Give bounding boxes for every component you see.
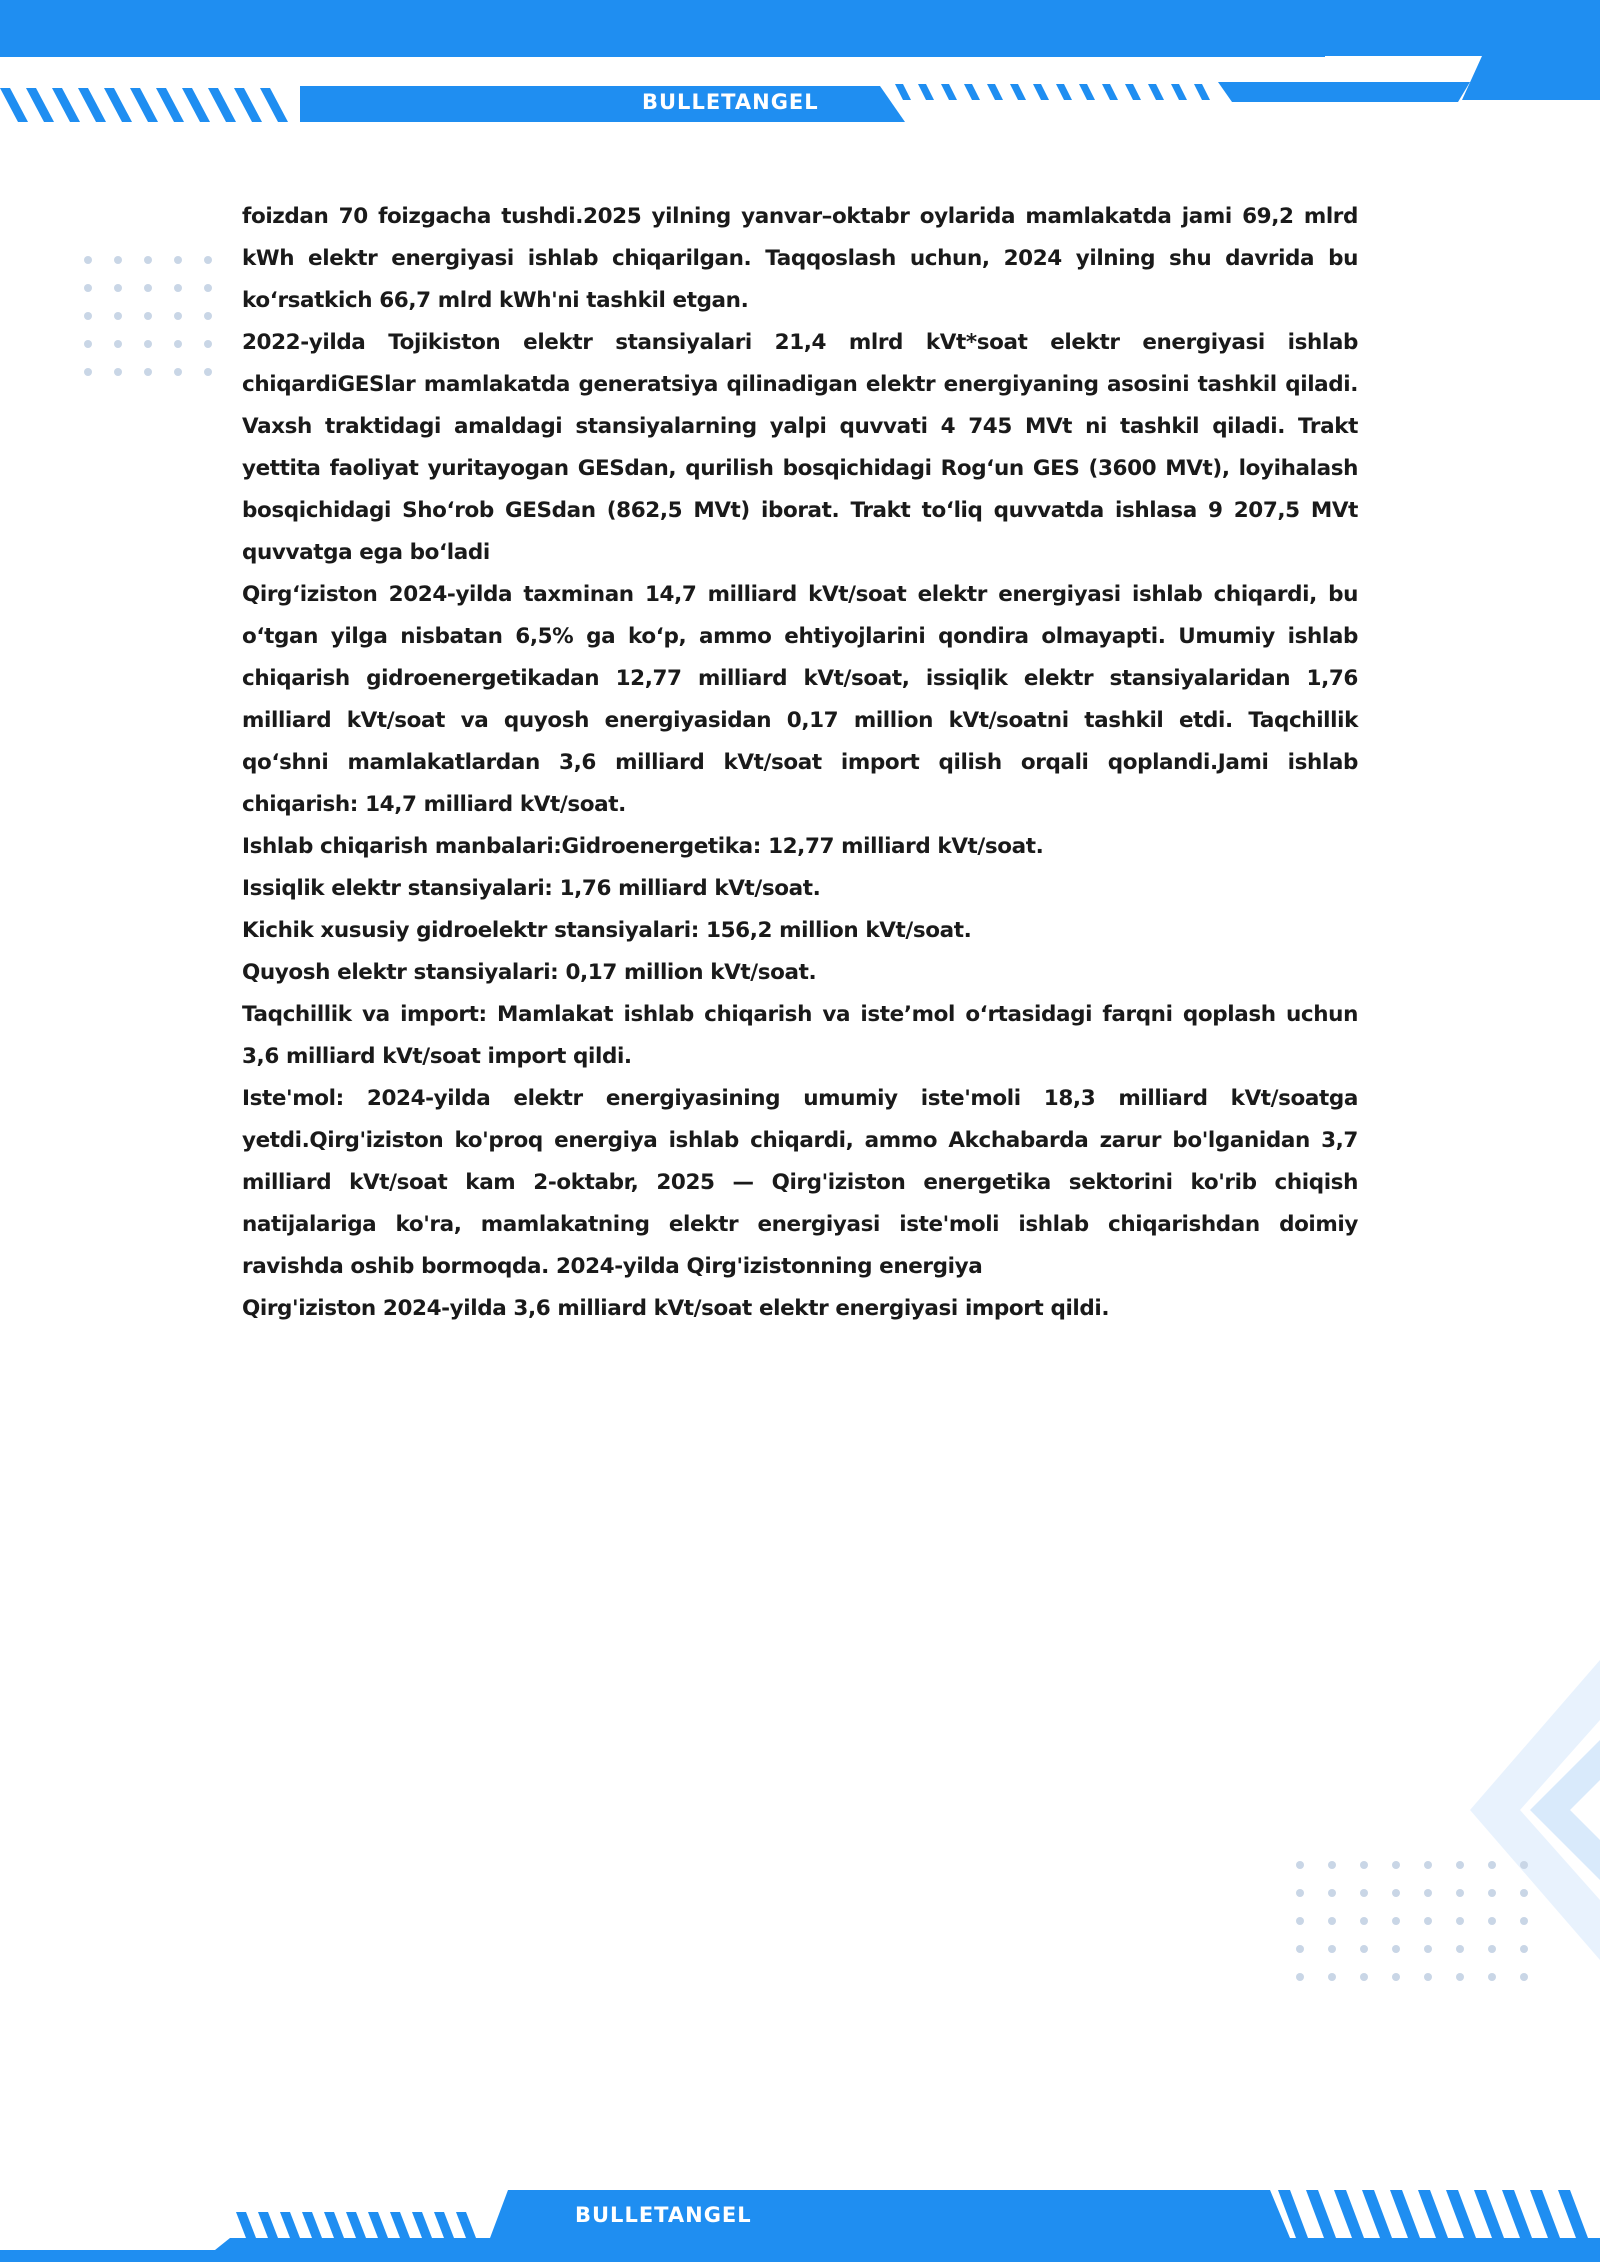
paragraph-solar: Quyosh elektr stansiyalari: 0,17 million kVt/soat. [242,960,817,985]
paragraph-consumption: Iste'mol: 2024-yilda elektr energiyasining umumiy iste'moli 18,3 milliard kVt/soatga yetdi.Qirg'iziston ko'proq energiya ishlab chiqardi, ammo Akchabarda zarur bo'lganidan 3,7 milliard kVt/soat kam 2-oktabr, 2025 — Qirg'iziston energetika sektorini ko'rib chiqish natijalariga ko'ra, mamlakatning elektr energiyasi iste'moli ishlab chiqarishdan doimiy ravishda oshib bormoqda. 2024-yilda Qirg'izistonning energiya [242,1086,1358,1279]
dot-pattern-right [1290,1855,1540,1985]
document-body [242,196,1358,1330]
paragraph-production-2025: foizdan 70 foizgacha tushdi.2025 yilning yanvar–oktabr oylarida mamlakatda jami 69,2 mlrd kWh elektr energiyasi ishlab chiqarilgan. Taqqoslash uchun, 2024 yilning shu davrida bu koʻrsatkich 66,7 mlrd kWh'ni tashkil etgan. [242,204,1358,313]
header-brand-logo: BULLETANGEL [642,90,819,114]
paragraph-deficit-import: Taqchillik va import: Mamlakat ishlab chiqarish va iste’mol oʻrtasidagi farqni qoplash uchun 3,6 milliard kVt/soat import qildi. [242,1002,1358,1069]
paragraph-tajikistan: 2022-yilda Tojikiston elektr stansiyalari 21,4 mlrd kVt*soat elektr energiyasi ishlab chiqardiGESlar mamlakatda generatsiya qilinadigan elektr energiyaning asosini tashkil qiladi. Vaxsh traktidagi amaldagi stansiyalarning yalpi quvvati 4 745 MVt ni tashkil qiladi. Trakt yettita faoliyat yuritayogan GESdan, qurilish bosqichidagi Rogʻun GES (3600 MVt), loyihalash bosqichidagi Shoʻrob GESdan (862,5 MVt) iborat. Trakt toʻliq quvvatda ishlasa 9 207,5 MVt quvvatga ega boʻladi [242,330,1358,565]
footer-banner [0,2170,1600,2262]
paragraph-sources: Ishlab chiqarish manbalari:Gidroenergetika: 12,77 milliard kVt/soat. [242,834,1044,859]
paragraph-small-hydro: Kichik xususiy gidroelektr stansiyalari: 156,2 million kVt/soat. [242,918,972,943]
paragraph-thermal: Issiqlik elektr stansiyalari: 1,76 milliard kVt/soat. [242,876,821,901]
paragraph-import-summary: Qirg'iziston 2024-yilda 3,6 milliard kVt/soat elektr energiyasi import qildi. [242,1296,1110,1321]
footer-brand-logo: BULLETANGEL [575,2203,752,2227]
dot-pattern-left [78,250,238,380]
paragraph-kyrgyzstan-production: Qirgʻiziston 2024-yilda taxminan 14,7 milliard kVt/soat elektr energiyasi ishlab chiqardi, bu oʻtgan yilga nisbatan 6,5% ga koʻp, ammo ehtiyojlarini qondira olmayapti. Umumiy ishlab chiqarish gidroenergetikadan 12,77 milliard kVt/soat, issiqlik elektr stansiyalaridan 1,76 milliard kVt/soat va quyosh energiyasidan 0,17 million kVt/soatni tashkil etdi. Taqchillik qoʻshni mamlakatlardan 3,6 milliard kVt/soat import qilish orqali qoplandi.Jami ishlab chiqarish: 14,7 milliard kVt/soat. [242,582,1358,817]
